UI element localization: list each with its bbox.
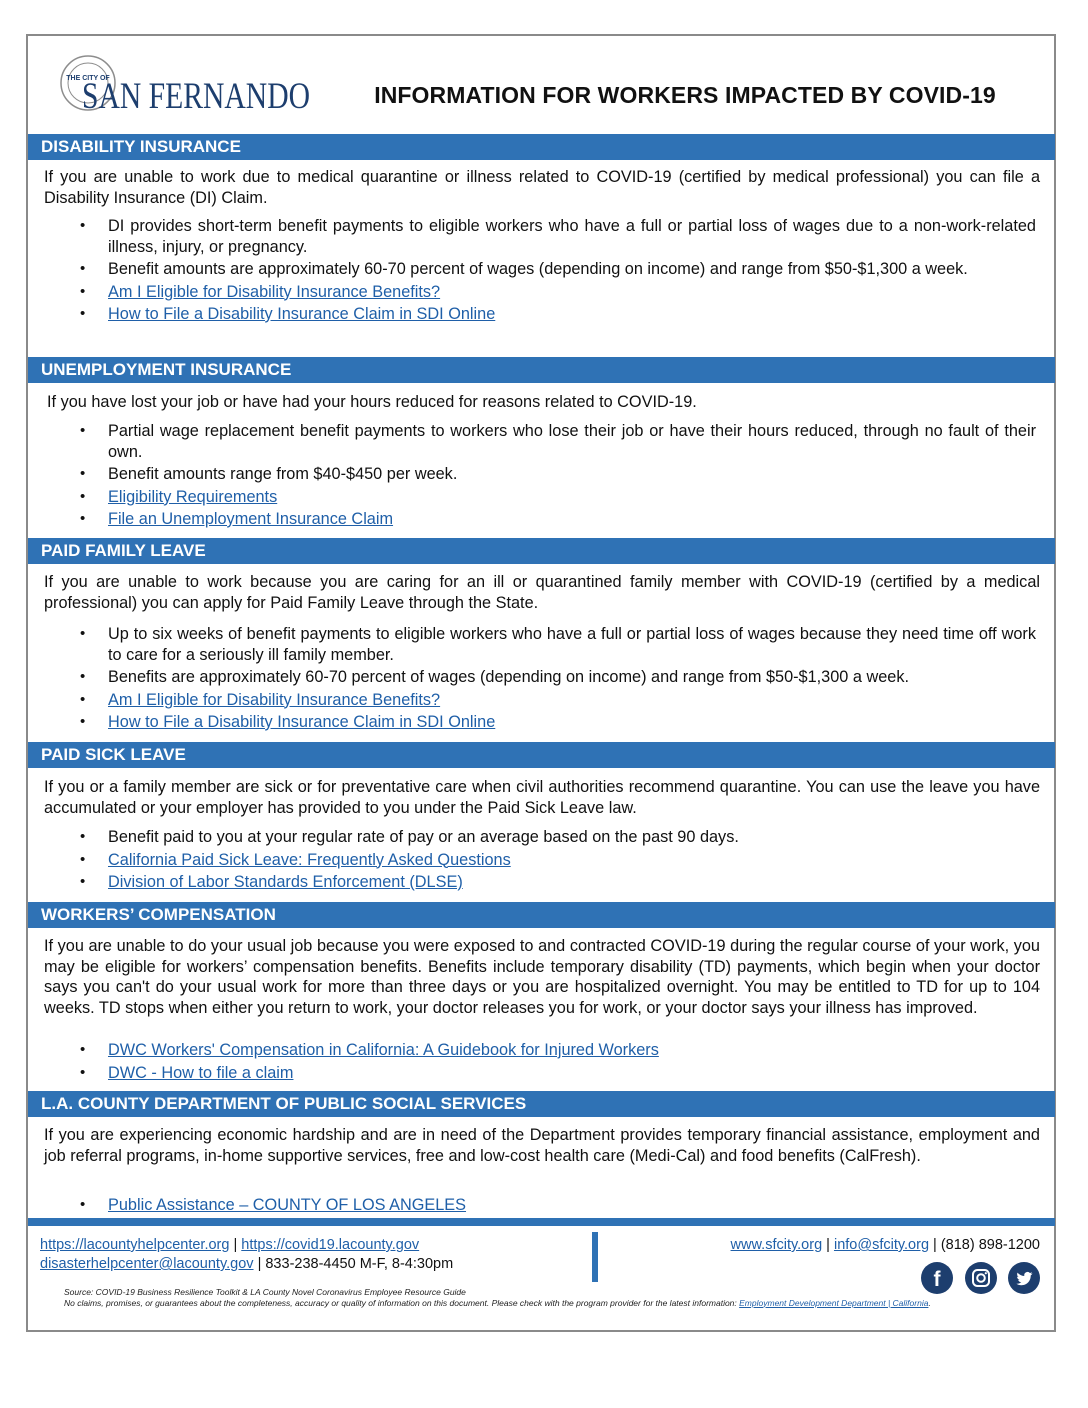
sick-intro: If you or a family member are sick or for preventative care when civil authorities recommend quarantine. You can use the leave you have accumulated or your employer has provided to you under the Paid Sick Leave law. <box>44 778 1040 817</box>
footer-separator: | <box>822 1237 834 1253</box>
workers-intro: If you are unable to do your usual job because you were exposed to and contracted COVID-19 during the regular course of your work, you may be eligible for workers’ compensation benefits. Benefits include temporary disability (TD) payments, which begin when your doctor says you can't do your usual work for more than three days or you are hospitalized overnight. You may be entitled to TD for up to 104 weeks. TD stops when either you return to work, your doctor releases you for work, or your doctor says your illness has improved. <box>44 937 1040 1017</box>
section-heading-family-leave: PAID FAMILY LEAVE <box>28 538 1055 564</box>
list-item <box>68 1040 1036 1061</box>
footer-rule <box>28 1218 1055 1226</box>
list-item <box>68 690 1036 711</box>
list-item <box>68 487 1036 508</box>
link-sfcity-email[interactable]: info@sfcity.org <box>833 1237 930 1253</box>
list-item <box>68 304 1036 325</box>
list-item: • Benefit amounts range from $40-$450 per week. <box>68 464 1036 485</box>
family-intro: If you are unable to work because you are caring for an ill or quarantined family member with COVID-19 (certified by a medical professional) you can apply for Paid Family Leave through the State. <box>44 573 1040 612</box>
logo-small-text: THE CITY OF <box>66 75 110 82</box>
list-item: • DI provides short-term benefit payments to eligible workers who have a full or partial loss of wages due to a non-work-related illness, injury, or pregnancy. <box>68 216 1036 257</box>
section-heading-sick-leave: PAID SICK LEAVE <box>28 742 1055 768</box>
section-heading-disability: DISABILITY INSURANCE <box>28 134 1055 160</box>
san-fernando-logo <box>54 50 316 120</box>
svg-text:f: f <box>933 1268 941 1291</box>
disability-list <box>68 216 1036 327</box>
list-item: • Benefit amounts are approximately 60-70 percent of wages (depending on income) and range from $50-$1,300 a week. <box>68 259 1036 280</box>
link-public-assistance[interactable]: Public Assistance – COUNTY OF LOS ANGELES <box>108 1196 467 1214</box>
footer-separator: | <box>229 1237 242 1253</box>
workers-list <box>68 1040 1036 1085</box>
unemployment-list <box>68 421 1036 532</box>
source-text: Source: COVID-19 Business Resilience Toolkit & LA County Novel Coronavirus Employee Resource Guide <box>64 1287 466 1297</box>
link-covid19-lacounty[interactable]: https://covid19.lacounty.gov <box>241 1237 420 1253</box>
link-family-eligibility[interactable]: Am I Eligible for Disability Insurance Benefits? <box>108 690 441 709</box>
section-heading-workers-comp: WORKERS’ COMPENSATION <box>28 902 1055 928</box>
footer-contacts-left <box>40 1236 453 1274</box>
list-item <box>68 872 1036 893</box>
link-dwc-file-claim[interactable]: DWC - How to file a claim <box>108 1063 294 1082</box>
page-title: INFORMATION FOR WORKERS IMPACTED BY COVID-19 <box>374 82 996 108</box>
disability-intro: If you are unable to work due to medical quarantine or illness related to COVID-19 (certified by medical professional) you can file a Disability Insurance (DI) Claim. <box>44 168 1040 207</box>
logo-main-text: SAN FERNANDO <box>82 76 310 117</box>
list-item: • Partial wage replacement benefit payments to workers who lose their job or have their hours reduced, through no fault of their own. <box>68 421 1036 462</box>
footer-source-note <box>64 1287 1044 1308</box>
dpss-list <box>68 1195 1036 1218</box>
link-edd[interactable]: Employment Development Department | California <box>739 1297 929 1308</box>
link-unemployment-eligibility[interactable]: Eligibility Requirements <box>108 487 278 506</box>
list-item: • Up to six weeks of benefit payments to eligible workers who have a full or partial loss of wages because they need time off work to care for a seriously ill family member. <box>68 624 1036 665</box>
list-item <box>68 712 1036 733</box>
link-sfcity[interactable]: www.sfcity.org <box>730 1237 823 1253</box>
dpss-intro: If you are experiencing economic hardship and are in need of the Department provides temporary financial assistance, employment and job referral programs, in-home supportive services, free and low-cost health care (Medi-Cal) and food benefits (CalFresh). <box>44 1126 1040 1165</box>
list-item <box>68 1195 1036 1216</box>
link-disability-file-claim[interactable]: How to File a Disability Insurance Claim in SDI Online <box>108 305 496 323</box>
disclaimer-body: No claims, promises, or guarantees about the completeness, accuracy or quality of information on this document. Please check with the program provider for the latest information: <box>64 1297 740 1308</box>
family-list <box>68 624 1036 735</box>
sick-list <box>68 827 1036 895</box>
section-heading-dpss: L.A. COUNTY DEPARTMENT OF PUBLIC SOCIAL SERVICES <box>28 1091 1055 1117</box>
disclaimer-text <box>64 1298 1044 1309</box>
footer-phone-left: | 833-238-4450 M-F, 8-4:30pm <box>253 1256 454 1272</box>
list-item <box>68 509 1036 530</box>
footer-phone-right: | (818) 898-1200 <box>929 1237 1040 1253</box>
footer-contacts-right <box>731 1236 1040 1255</box>
unemployment-intro: If you have lost your job or have had your hours reduced for reasons related to COVID-19. <box>47 393 697 411</box>
disclaimer-end: . <box>928 1297 931 1308</box>
link-unemployment-file-claim[interactable]: File an Unemployment Insurance Claim <box>108 510 394 528</box>
list-item <box>68 282 1036 303</box>
list-item: • Benefit paid to you at your regular rate of pay or an average based on the past 90 days. <box>68 827 1036 848</box>
link-family-file-claim[interactable]: How to File a Disability Insurance Claim in SDI Online <box>108 713 496 731</box>
link-disaster-email[interactable]: disasterhelpcenter@lacounty.gov <box>40 1256 254 1272</box>
section-heading-unemployment: UNEMPLOYMENT INSURANCE <box>28 357 1055 383</box>
footer-divider <box>592 1232 598 1282</box>
list-item: • Benefits are approximately 60-70 percent of wages (depending on income) and range from $50-$1,300 a week. <box>68 667 1036 688</box>
link-dwc-guidebook[interactable]: DWC Workers' Compensation in California: A Guidebook for Injured Workers <box>108 1041 659 1059</box>
list-item <box>68 850 1036 871</box>
link-sick-leave-faq[interactable]: California Paid Sick Leave: Frequently Asked Questions <box>108 850 511 869</box>
list-item <box>68 1063 1036 1084</box>
link-disability-eligibility[interactable]: Am I Eligible for Disability Insurance Benefits? <box>108 282 441 301</box>
link-lacounty-helpcenter[interactable]: https://lacountyhelpcenter.org <box>40 1237 230 1253</box>
link-dlse[interactable]: Division of Labor Standards Enforcement (DLSE) <box>108 873 463 891</box>
